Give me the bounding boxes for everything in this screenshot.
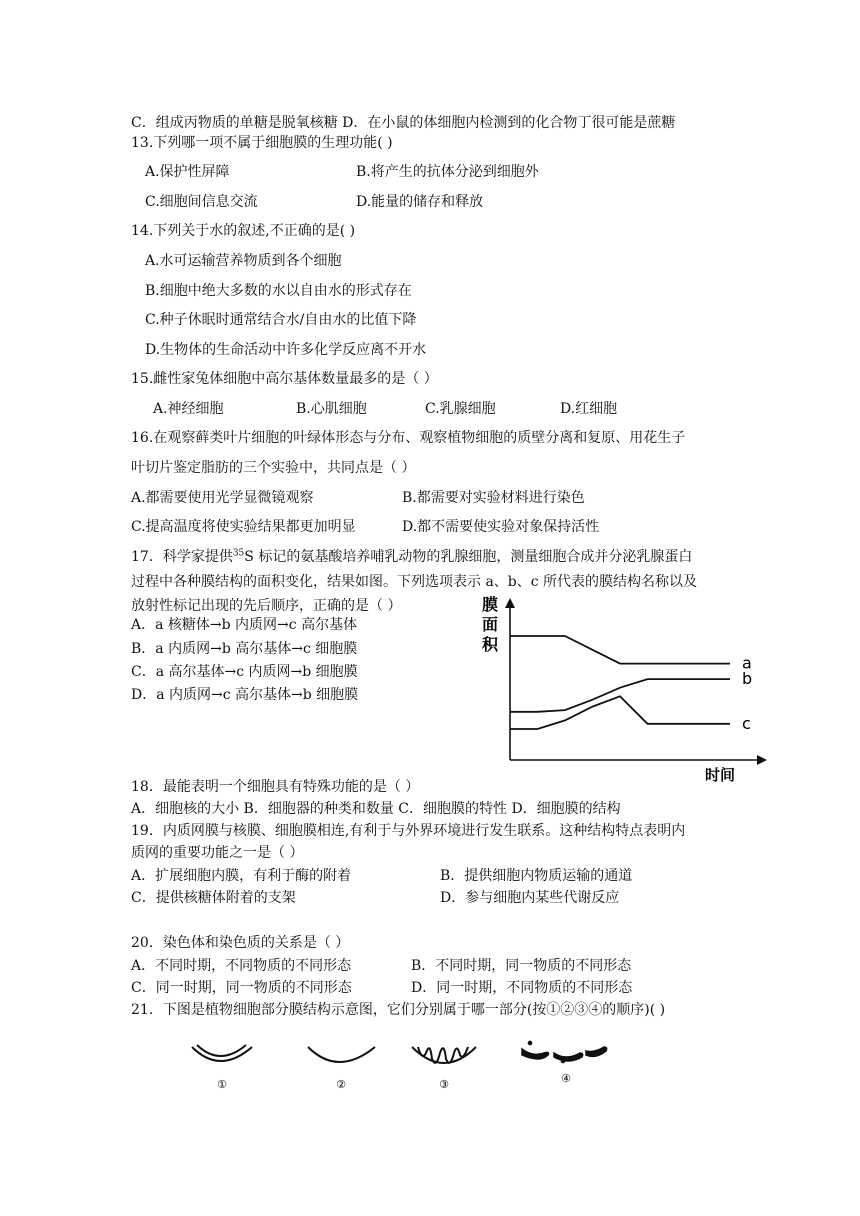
series-label-b: b bbox=[742, 669, 753, 689]
question-19-option-a: A．扩展细胞内膜，有利于酶的附着 bbox=[131, 868, 352, 884]
question-19-option-c: C．提供核糖体附着的支架 bbox=[131, 890, 296, 906]
figure-label-4: ④ bbox=[561, 1072, 571, 1085]
question-19-stem-line2: 质网的重要功能之一是（ ） bbox=[131, 845, 304, 861]
question-19-option-d: D．参与细胞内某些代谢反应 bbox=[440, 890, 620, 906]
x-axis-arrow-icon bbox=[757, 755, 767, 765]
perforated-membrane-icon bbox=[522, 1041, 607, 1062]
question-13-option-c: C.细胞间信息交流 bbox=[145, 194, 258, 210]
question-21-stem: 21．下图是植物细胞部分膜结构示意图，它们分别属于哪一部分(按①②③④的顺序)( ) bbox=[131, 1002, 666, 1018]
series-line-a bbox=[510, 636, 730, 664]
question-20-option-d: D．同一时期，不同物质的不同形态 bbox=[411, 980, 633, 996]
question-13-option-b: B.将产生的抗体分泌到细胞外 bbox=[356, 164, 539, 180]
question-14-option-c: C.种子休眠时通常结合水/自由水的比值下降 bbox=[145, 312, 417, 328]
isotope-superscript: 35 bbox=[232, 548, 245, 559]
series-line-c bbox=[510, 696, 730, 729]
question-17-stem-post: S 标记的氨基酸培养哺乳动物的乳腺细胞，测量细胞合成并分泌乳腺蛋白 bbox=[244, 549, 693, 565]
series-label-c: c bbox=[742, 713, 751, 733]
question-17-option-d: D．a 内质网→c 高尔基体→b 细胞膜 bbox=[131, 687, 359, 703]
question-14-option-a: A.水可运输营养物质到各个细胞 bbox=[145, 253, 342, 269]
y-axis-arrow-icon bbox=[505, 598, 515, 608]
y-label-char: 积 bbox=[481, 635, 499, 654]
membrane-structures-figure bbox=[180, 1035, 620, 1095]
folded-inner-membrane-icon bbox=[412, 1047, 476, 1063]
question-20-option-a: A．不同时期，不同物质的不同形态 bbox=[131, 958, 352, 974]
question-15-option-a: A.神经细胞 bbox=[153, 401, 224, 417]
question-18-stem: 18．最能表明一个细胞具有特殊功能的是（ ） bbox=[131, 779, 420, 795]
question-13-option-a: A.保护性屏障 bbox=[145, 164, 230, 180]
question-17-stem-line1 bbox=[131, 548, 692, 566]
question-20-option-b: B．不同时期，同一物质的不同形态 bbox=[411, 958, 632, 974]
figure-label-1: ① bbox=[217, 1078, 227, 1091]
question-17-stem-line2: 过程中各种膜结构的面积变化，结果如图。下列选项表示 a、b、c 所代表的膜结构名称以及 bbox=[131, 574, 698, 590]
question-16-option-c: C.提高温度将使实验结果都更加明显 bbox=[131, 519, 356, 535]
chart-y-axis-label bbox=[482, 595, 499, 654]
question-16-option-a: A.都需要使用光学显微镜观察 bbox=[131, 490, 314, 506]
question-15-option-b: B.心肌细胞 bbox=[296, 401, 367, 417]
question-13-option-d: D.能量的储存和释放 bbox=[356, 194, 484, 210]
single-membrane-icon bbox=[308, 1047, 375, 1062]
figure-label-3: ③ bbox=[439, 1078, 449, 1091]
question-17-stem-pre: 17．科学家提供 bbox=[131, 549, 233, 565]
question-13-stem: 13.下列哪一项不属于细胞膜的生理功能( ) bbox=[131, 135, 393, 151]
chart-x-axis-label: 时间 bbox=[704, 766, 736, 784]
question-15-option-d: D.红细胞 bbox=[560, 401, 618, 417]
double-membrane-icon bbox=[192, 1045, 252, 1061]
question-14-stem: 14.下列关于水的叙述,不正确的是( ) bbox=[131, 223, 356, 239]
y-label-char: 膜 bbox=[481, 595, 499, 614]
question-17-option-a: A．a 核糖体→b 内质网→c 高尔基体 bbox=[131, 617, 358, 633]
membrane-area-chart bbox=[470, 590, 770, 790]
series-label-a: a bbox=[742, 653, 752, 673]
chart-series-lines bbox=[510, 636, 752, 733]
question-20-option-c: C．同一时期，同一物质的不同形态 bbox=[131, 980, 352, 996]
chart-axes bbox=[505, 598, 767, 765]
question-15-stem: 15.雌性家兔体细胞中高尔基体数量最多的是（ ） bbox=[131, 371, 438, 387]
question-17-option-b: B．a 内质网→b 高尔基体→c 细胞膜 bbox=[131, 641, 358, 657]
figure-label-2: ② bbox=[336, 1078, 346, 1091]
question-15-option-c: C.乳腺细胞 bbox=[425, 401, 496, 417]
question-12-option-cd: C．组成丙物质的单糖是脱氧核糖 D．在小鼠的体细胞内检测到的化合物丁很可能是蔗糖 bbox=[131, 115, 676, 131]
question-14-option-d: D.生物体的生命活动中许多化学反应离不开水 bbox=[145, 342, 427, 358]
question-16-stem-line2: 叶切片鉴定脂肪的三个实验中，共同点是（ ） bbox=[131, 460, 416, 476]
question-20-stem: 20．染色体和染色质的关系是（ ） bbox=[131, 935, 350, 951]
question-17-stem-line3: 放射性标记出现的先后顺序，正确的是（ ） bbox=[131, 598, 402, 614]
question-14-option-b: B.细胞中绝大多数的水以自由水的形式存在 bbox=[145, 283, 412, 299]
question-19-option-b: B．提供细胞内物质运输的通道 bbox=[440, 868, 633, 884]
y-label-char: 面 bbox=[481, 615, 499, 634]
question-19-stem-line1: 19．内质网膜与核膜、细胞膜相连,有利于与外界环境进行发生联系。这种结构特点表明内 bbox=[131, 823, 686, 839]
question-17-option-c: C．a 高尔基体→c 内质网→b 细胞膜 bbox=[131, 664, 358, 680]
question-16-stem-line1: 16.在观察藓类叶片细胞的叶绿体形态与分布、观察植物细胞的质壁分离和复原、用花生子 bbox=[131, 430, 686, 446]
question-16-option-d: D.都不需要使实验对象保持活性 bbox=[402, 519, 600, 535]
question-16-option-b: B.都需要对实验材料进行染色 bbox=[402, 490, 585, 506]
question-18-options: A．细胞核的大小 B．细胞器的种类和数量 C．细胞膜的特性 D．细胞膜的结构 bbox=[131, 801, 621, 817]
